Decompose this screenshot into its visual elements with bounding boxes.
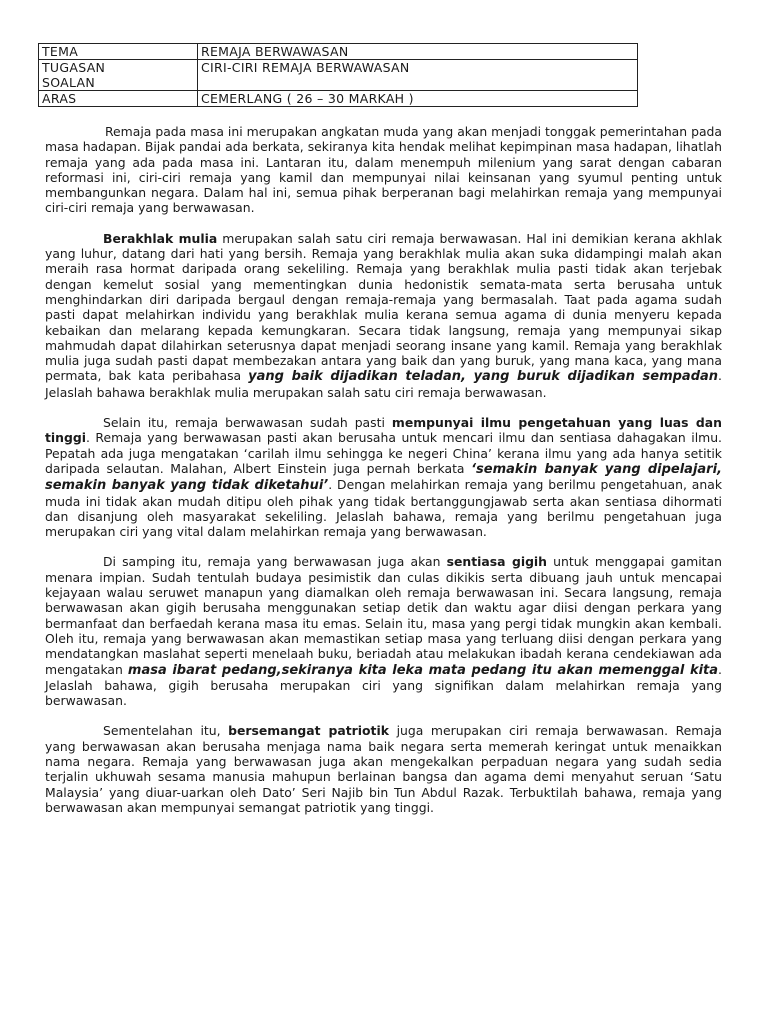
paragraph-text: . Dengan melahirkan remaja yang berilmu pengetahuan, anak muda ini tidak akan mudah ditipu oleh pihak yang tidak bertanggungjawab serta akan sentiasa dihormati dan disanjung oleh masyarakat sekeliling. Jelaslah bahawa, remaja yang berilmu pengetahuan juga merupakan ciri yang vital dalam melahirkan remaja yang berwawasan. <box>45 477 722 540</box>
paragraph-intro <box>45 124 722 216</box>
point-heading: bersemangat patriotik <box>228 723 389 739</box>
row-value-tugasan: CIRI-CIRI REMAJA BERWAWASAN <box>198 60 638 91</box>
row-label-aras: ARAS <box>39 91 198 107</box>
paragraph-text: juga merupakan ciri remaja berwawasan. Remaja yang berwawasan akan berusaha menjaga nama baik negara serta memerah keringat untuk menaikkan nama negara. Remaja yang berwawasan juga akan mengekalkan perpaduan negara yang sudah sedia terjalin ukhuwah sesama manusia mahupun berlainan bangsa dan agama demi menyahut seruan ‘Satu Malaysia’ yang diuar-uarkan oleh Dato’ Seri Najib bin Tun Abdul Razak. Terbuktilah bahawa, remaja yang berwawasan akan mempunyai semangat patriotik yang tinggi. <box>45 723 722 815</box>
point-heading: Berakhlak mulia <box>103 230 218 246</box>
row-value-aras: CEMERLANG ( 26 – 30 MARKAH ) <box>198 91 638 107</box>
paragraph-text: merupakan salah satu ciri remaja berwawasan. Hal ini demikian kerana akhlak yang luhur, datang dari hati yang bersih. Remaja yang berakhlak mulia akan suka didampingi malah akan meraih rasa hormat daripada orang sekeliling. Remaja yang berakhlak mulia pasti tidak akan terjebak dengan kemelut sosial yang mementingkan dunia hedonistik semata-mata serta berusaha untuk menghindarkan diri daripada bergaul dengan remaja-remaja yang bermasalah. Taat pada agama sudah pasti dapat melahirkan individu yang berakhlak mulia kerana semua agama di dunia menyeru kepada kebaikan dan melarang kepada kemungkaran. Secara tidak langsung, remaja yang mempunyai sikap mahmudah dapat dilahirkan seterusnya dapat menjadi seorang insane yang kamil. Remaja yang berakhlak mulia juga sudah pasti dapat membezakan antara yang baik dan yang buruk, yang mana kaca, yang mana permata, bak kata peribahasa <box>45 230 722 384</box>
paragraph-text: . Jelaslah bahawa, gigih berusaha merupakan ciri yang signifikan dalam melahirkan remaja yang berwawasan. <box>45 661 722 709</box>
point-heading: sentiasa gigih <box>446 554 548 570</box>
paragraph-text: Sementelahan itu, <box>103 723 229 739</box>
paragraph-text: Di samping itu, remaja yang berwawasan juga akan <box>103 554 447 570</box>
proverb-quote: yang baik dijadikan teladan, yang buruk dijadikan sempadan <box>248 369 719 385</box>
row-label-tugasan: TUGASAN SOALAN <box>39 60 198 91</box>
paragraph-sentiasa-gigih <box>45 554 722 708</box>
paragraph-ilmu-pengetahuan <box>45 415 722 539</box>
table-row <box>39 44 638 60</box>
paragraph-berakhlak-mulia <box>45 231 722 400</box>
intro-text: Remaja pada masa ini merupakan angkatan muda yang akan menjadi tonggak pemerintahan pada masa hadapan. Bijak pandai ada berkata, sekiranya kita hendak melihat kepimpinan masa hadapan, lihatlah remaja yang ada pada masa ini. Lantaran itu, dalam menempuh milenium yang sarat dengan cabaran reformasi ini, ciri-ciri remaja yang kamil dan mempunyai nilai keinsanan yang syumul penting untuk membangunkan negara. Dalam hal ini, semua pihak berperanan bagi melahirkan remaja yang mempunyai ciri-ciri remaja yang berwawasan. <box>45 124 722 216</box>
table-row <box>39 60 638 91</box>
assignment-header-table <box>38 43 638 107</box>
row-value-tema: REMAJA BERWAWASAN <box>198 44 638 60</box>
row-label-tema: TEMA <box>39 44 198 60</box>
point-heading: mempunyai ilmu pengetahuan yang luas dan tinggi <box>45 415 722 446</box>
paragraph-text: untuk menggapai gamitan menara impian. Sudah tentulah budaya pesimistik dan culas dikikis serta dibuang jauh untuk mencapai kejayaan walau seruwet manapun yang diamalkan oleh remaja berwawasan ini. Secara langsung, remaja berwawasan akan gigih berusaha menggunakan setiap detik dan waktu agar diisi dengan perkara yang bermanfaat dan berfaedah kerana masa itu emas. Selain itu, masa yang pergi tidak mungkin akan kembali. Oleh itu, remaja yang berwawasan akan memastikan setiap masa yang terluang diisi dengan perkara yang mendatangkan maslahat seperti menelaah buku, beriadah atau melakukan ibadah kerana cendekiawan ada mengatakan <box>45 554 722 677</box>
paragraph-text: . Remaja yang berwawasan pasti akan berusaha untuk mencari ilmu dan sentiasa dahagakan ilmu. Pepatah ada juga mengatakan ‘carilah ilmu sehingga ke negeri China’ kerana ilmu yang ada hanya setitik daripada selautan. Malahan, Albert Einstein juga pernah berkata <box>45 430 722 476</box>
paragraph-patriotik <box>45 723 722 815</box>
essay-body <box>45 124 722 830</box>
paragraph-text: Selain itu, remaja berwawasan sudah pasti <box>103 415 392 431</box>
proverb-quote: masa ibarat pedang,sekiranya kita leka mata pedang itu akan memenggal kita <box>127 662 719 678</box>
einstein-quote: ‘semakin banyak yang dipelajari, semakin banyak yang tidak diketahui’ <box>45 461 722 494</box>
table-row <box>39 91 638 107</box>
paragraph-text: . Jelaslah bahawa berakhlak mulia merupakan salah satu ciri remaja berwawasan. <box>45 368 722 400</box>
